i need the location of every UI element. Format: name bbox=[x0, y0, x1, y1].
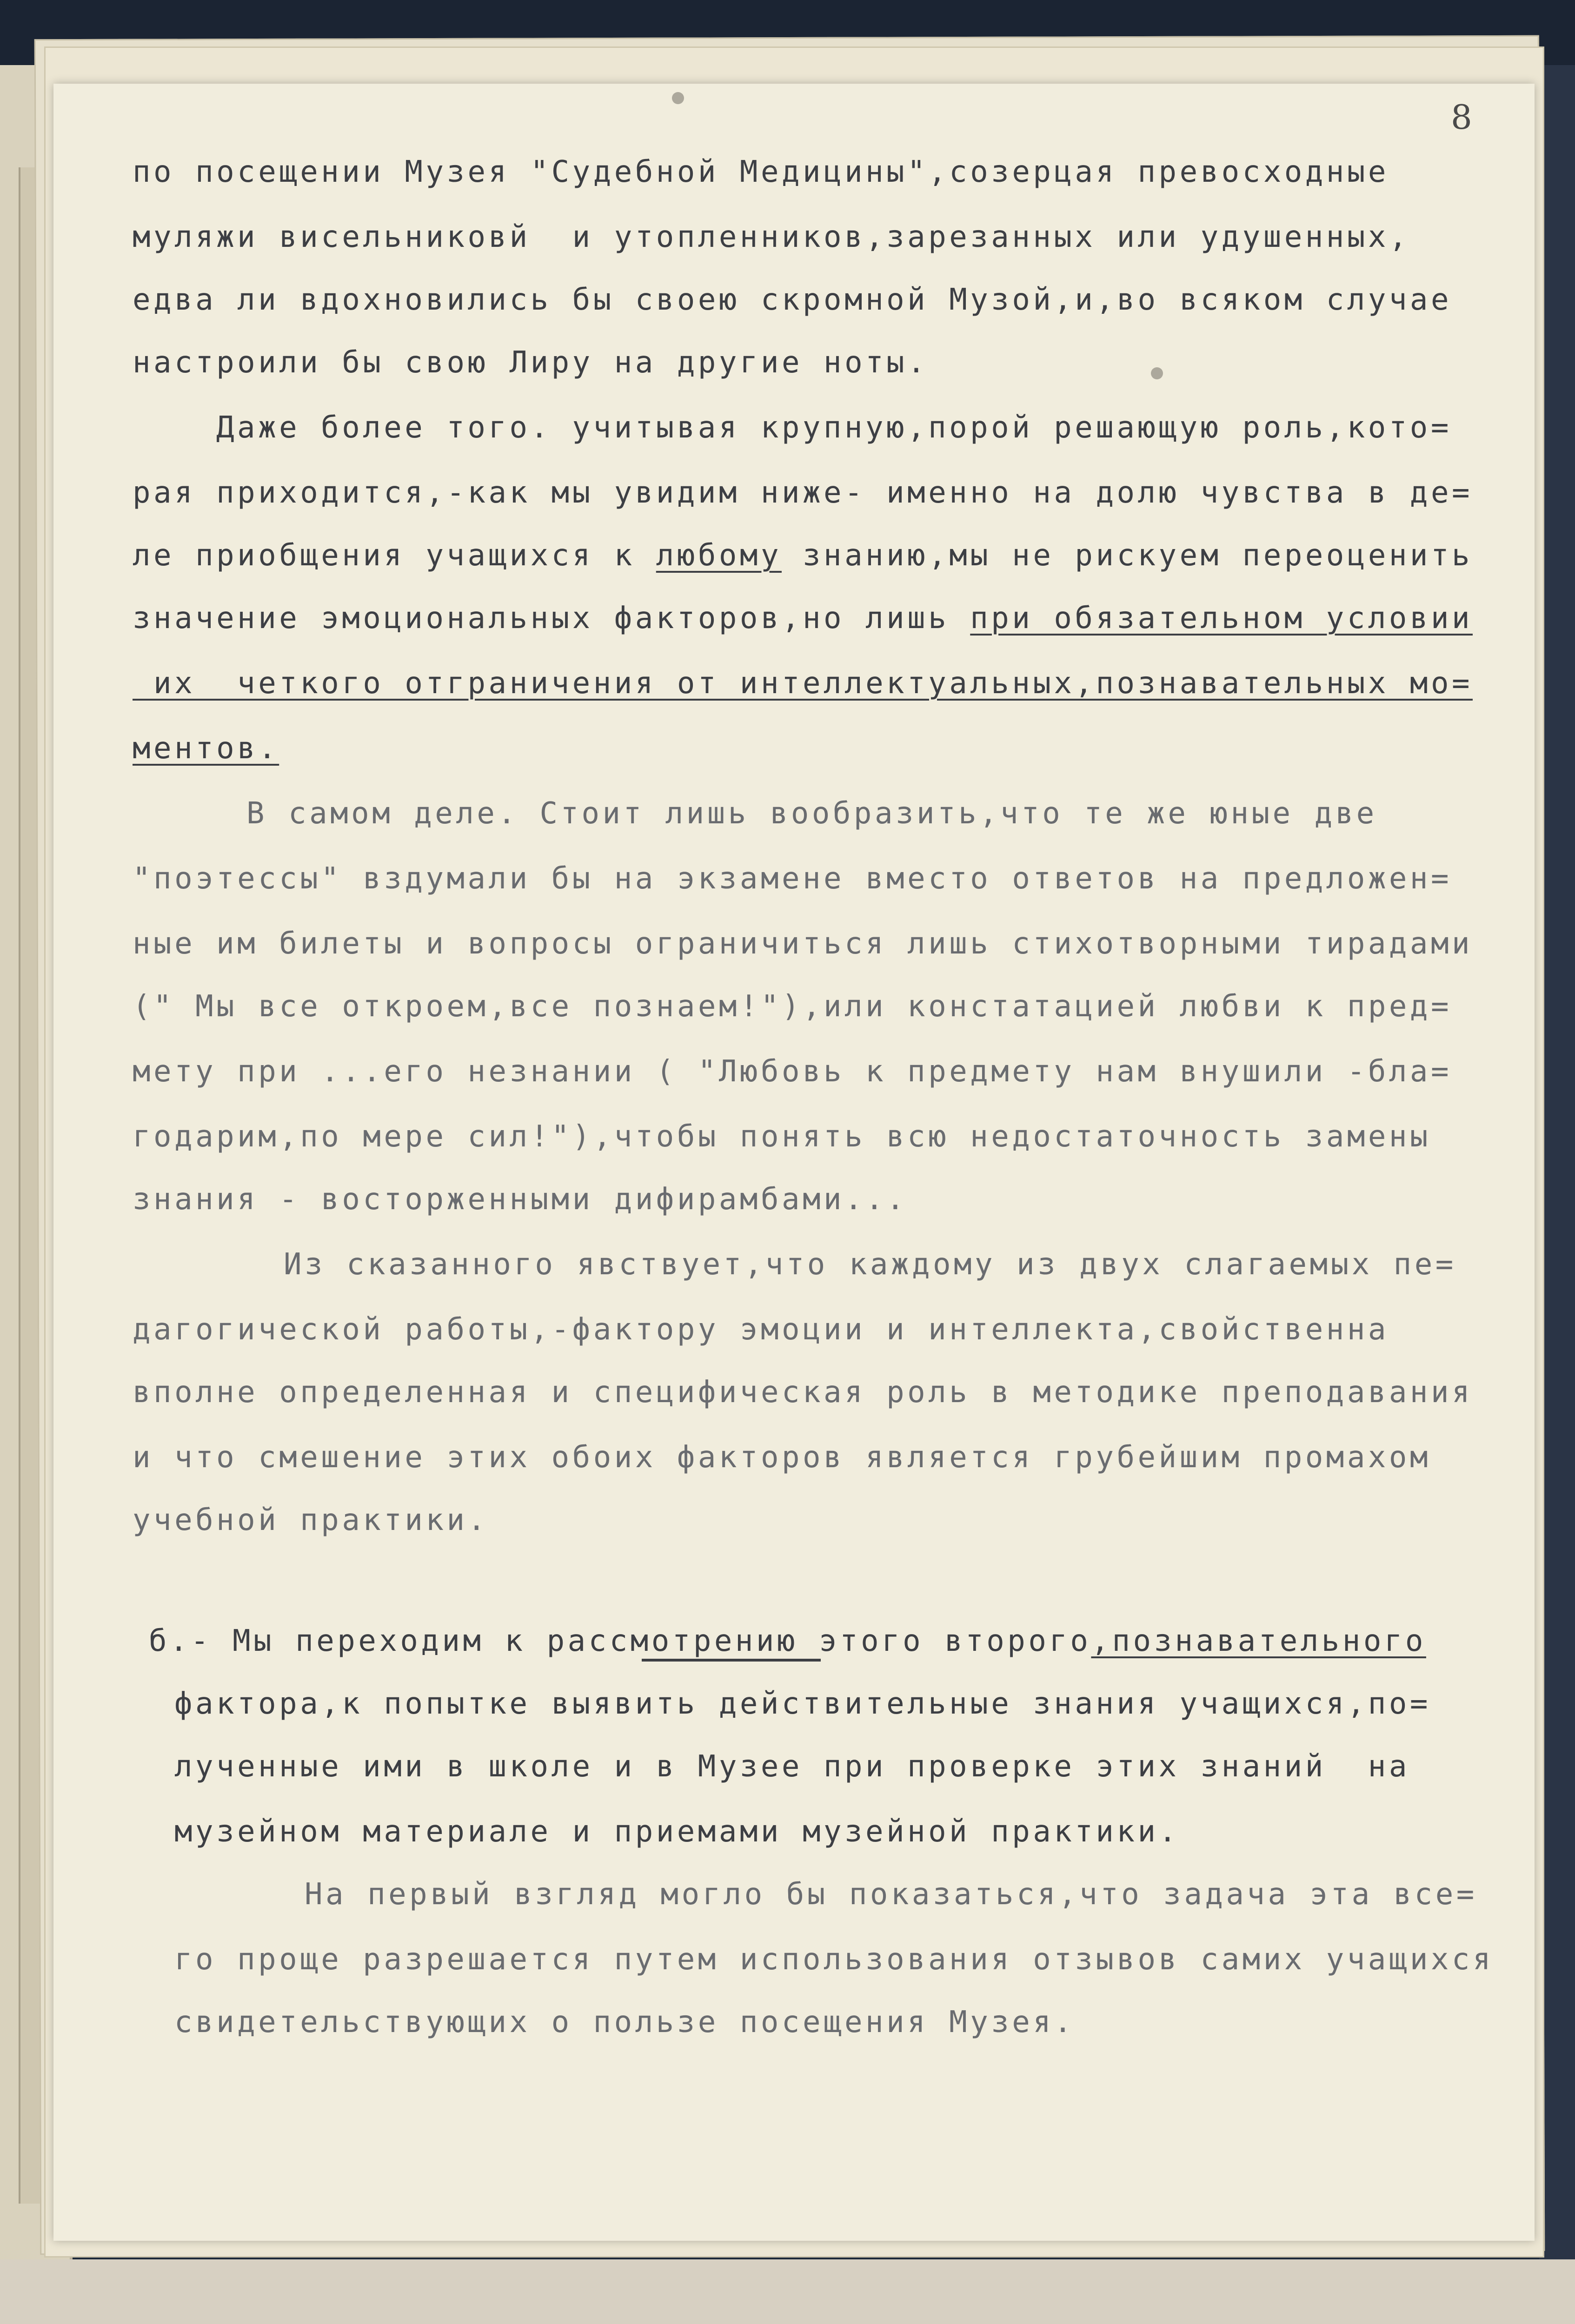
line-text: знания - восторженными дифирамбами... bbox=[133, 1182, 908, 1217]
line-text: музейном материале и приемами музейной практики. bbox=[174, 1814, 1180, 1849]
underlined-text: любому bbox=[656, 538, 782, 573]
text-line bbox=[133, 1181, 907, 1218]
line-text: едва ли вдохновились бы своею скромной Музой,и,во всяком случае bbox=[133, 283, 1452, 317]
text-line bbox=[133, 925, 1473, 962]
text-line bbox=[133, 860, 1452, 897]
text-line bbox=[174, 1748, 1410, 1785]
text-line bbox=[133, 1374, 1473, 1411]
text-line bbox=[284, 1246, 1456, 1283]
text-line bbox=[133, 1439, 1431, 1476]
text-line bbox=[305, 1876, 1477, 1913]
text-line bbox=[216, 409, 1452, 446]
line-text: мету при ...его незнании ( "Любовь к предмету нам внушили -бла= bbox=[133, 1054, 1452, 1089]
paper-mark bbox=[672, 92, 684, 104]
scanner-background-bottom bbox=[0, 2259, 1575, 2324]
underlined-text: при обязательном условии bbox=[970, 601, 1473, 636]
line-text: рая приходится,-как мы увидим ниже- именно на долю чувства в де= bbox=[133, 476, 1473, 510]
text-line bbox=[133, 1311, 1389, 1348]
line-text: дагогической работы,-фактору эмоции и интеллекта,свойственна bbox=[133, 1312, 1389, 1347]
line-text: по посещении Музея "Судебной Медицины",созерцая превосходные bbox=[133, 155, 1389, 189]
line-text: ле приобщения учащихся к bbox=[133, 538, 656, 573]
text-line bbox=[174, 1941, 1494, 1978]
line-text: На первый взгляд могло бы показаться,что задача эта все= bbox=[305, 1877, 1477, 1912]
text-line bbox=[133, 988, 1452, 1025]
text-line bbox=[133, 730, 279, 767]
line-text: вполне определенная и специфическая роль в методике преподавания bbox=[133, 1375, 1473, 1410]
page-number: 8 bbox=[1451, 98, 1472, 137]
underlined-text: их четкого отграничения от интеллектуальных,познавательных мо= bbox=[133, 666, 1473, 701]
text-line bbox=[174, 2004, 1075, 2041]
text-line bbox=[133, 1502, 489, 1539]
paper-mark bbox=[1151, 367, 1163, 379]
line-text: лученные ими в школе и в Музее при проверке этих знаний на bbox=[174, 1749, 1410, 1784]
text-line bbox=[133, 600, 1473, 637]
text-line bbox=[133, 281, 1452, 318]
text-line bbox=[133, 474, 1473, 511]
text-line bbox=[133, 537, 1473, 574]
line-text: свидетельствующих о пользе посещения Музея. bbox=[174, 2005, 1075, 2039]
section-divider bbox=[642, 1659, 821, 1662]
text-line bbox=[174, 1685, 1431, 1722]
text-line bbox=[149, 1622, 1426, 1660]
line-text: знанию,мы не рискуем переоценить bbox=[781, 538, 1473, 573]
line-text: муляжи висельниковй и утопленников,зарезанных или удушенных, bbox=[133, 220, 1410, 254]
text-line bbox=[133, 344, 928, 381]
underlined-text: ментов. bbox=[133, 731, 279, 766]
line-text: учебной практики. bbox=[133, 1503, 489, 1537]
line-text: го проще разрешается путем использования отзывов самих учащихся bbox=[174, 1942, 1494, 1977]
line-text: годарим,по мере сил!"),чтобы понять всю недостаточность замены bbox=[133, 1119, 1431, 1154]
line-text: Из сказанного явствует,что каждому из двух слагаемых пе= bbox=[284, 1247, 1456, 1282]
line-text: значение эмоциональных факторов,но лишь bbox=[133, 601, 970, 636]
scanner-background-right bbox=[1539, 65, 1575, 2259]
text-line bbox=[133, 1053, 1452, 1090]
line-text: и что смешение этих обоих факторов является грубейшим промахом bbox=[133, 1440, 1431, 1475]
underlined-text: ,познавательного bbox=[1091, 1624, 1426, 1658]
line-text: фактора,к попытке выявить действительные знания учащихся,по= bbox=[174, 1687, 1431, 1721]
line-text: (" Мы все откроем,все познаем!"),или констатацией любви к пред= bbox=[133, 989, 1452, 1024]
line-text: "поэтессы" вздумали бы на экзамене вместо ответов на предложен= bbox=[133, 861, 1452, 896]
text-line bbox=[133, 1118, 1431, 1155]
line-text: б.- Мы переходим к рассмотрению этого второго bbox=[149, 1624, 1091, 1658]
line-text: Даже более того. учитывая крупную,порой решающую роль,кото= bbox=[216, 411, 1452, 445]
typewritten-page bbox=[53, 84, 1535, 2241]
line-text: ные им билеты и вопросы ограничиться лишь стихотворными тирадами bbox=[133, 927, 1473, 961]
line-text: настроили бы свою Лиру на другие ноты. bbox=[133, 345, 929, 380]
text-line bbox=[133, 665, 1473, 702]
text-line bbox=[246, 795, 1377, 832]
text-line bbox=[174, 1813, 1180, 1850]
line-text: В самом деле. Стоит лишь вообразить,что те же юные две bbox=[246, 796, 1377, 831]
text-line bbox=[133, 218, 1410, 256]
text-line bbox=[133, 153, 1389, 191]
